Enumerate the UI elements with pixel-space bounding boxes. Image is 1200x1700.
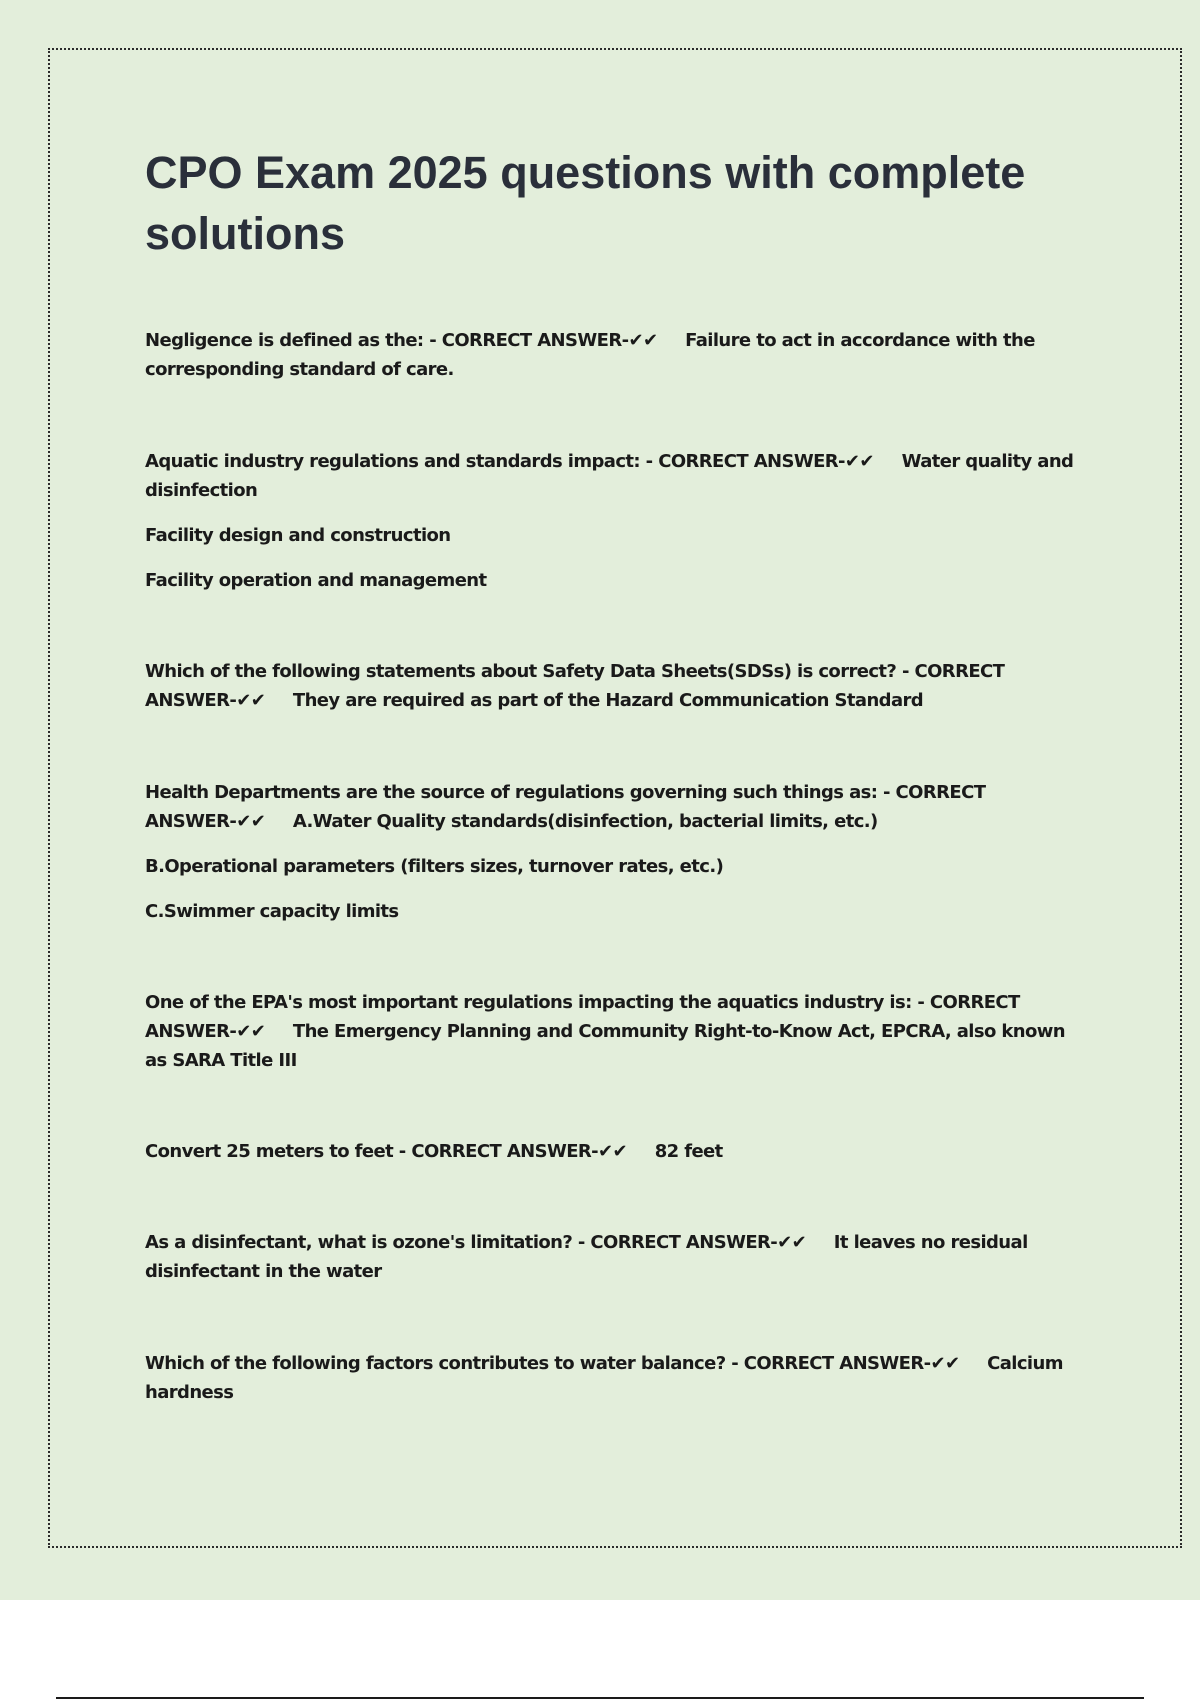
answer-text: Failure to act in accordance with the corresponding standard of care. [145, 330, 1035, 380]
qa-item [145, 657, 1075, 715]
answer-marker: - CORRECT ANSWER-✔✔ [645, 451, 874, 472]
qa-item [145, 988, 1075, 1075]
qa-item [145, 1349, 1075, 1407]
question-text: Health Departments are the source of regulations governing such things as: [145, 782, 878, 803]
answer-marker: - CORRECT ANSWER-✔✔ [577, 1232, 807, 1253]
answer-marker: - CORRECT ANSWER-✔✔ [145, 661, 1005, 711]
answer-line: C.Swimmer capacity limits [145, 901, 399, 922]
answer-line: Facility operation and management [145, 570, 487, 591]
answer-text: It leaves no residual disinfectant in the water [145, 1232, 1028, 1282]
question-text: As a disinfectant, what is ozone's limitation? [145, 1232, 573, 1253]
answer-text: Calcium hardness [145, 1353, 1063, 1403]
answer-text: 82 feet [654, 1141, 723, 1162]
question-text: Which of the following statements about Safety Data Sheets(SDSs) is correct? [145, 661, 897, 682]
answer-text: Water quality and disinfection [145, 451, 1074, 501]
answer-text: The Emergency Planning and Community Right-to-Know Act, EPCRA, also known as SARA Title III [145, 1021, 1066, 1071]
question-text: Negligence is defined as the: [145, 330, 424, 351]
answer-line: B.Operational parameters (filters sizes, turnover rates, etc.) [145, 856, 724, 877]
answer-marker: - CORRECT ANSWER-✔✔ [145, 992, 1020, 1042]
qa-item [145, 1137, 1075, 1166]
answer-text: A.Water Quality standards(disinfection, bacterial limits, etc.) [292, 811, 878, 832]
answer-line: Facility design and construction [145, 525, 451, 546]
qa-item [145, 778, 1075, 836]
qa-item [145, 447, 1075, 505]
qa-item [145, 326, 1075, 384]
question-text: Convert 25 meters to feet [145, 1141, 394, 1162]
question-text: Aquatic industry regulations and standards impact: [145, 451, 640, 472]
question-text: One of the EPA's most important regulations impacting the aquatics industry is: [145, 992, 912, 1013]
answer-text: They are required as part of the Hazard Communication Standard [292, 690, 924, 711]
question-text: Which of the following factors contributes to water balance? [145, 1353, 726, 1374]
footer-rule [56, 1697, 1144, 1699]
answer-marker: - CORRECT ANSWER-✔✔ [145, 782, 986, 832]
answer-marker: - CORRECT ANSWER-✔✔ [398, 1141, 628, 1162]
answer-marker: - CORRECT ANSWER-✔✔ [731, 1353, 960, 1374]
document-title: CPO Exam 2025 questions with complete solutions [145, 147, 1026, 259]
qa-item [145, 1228, 1075, 1286]
answer-marker: - CORRECT ANSWER-✔✔ [429, 330, 658, 351]
